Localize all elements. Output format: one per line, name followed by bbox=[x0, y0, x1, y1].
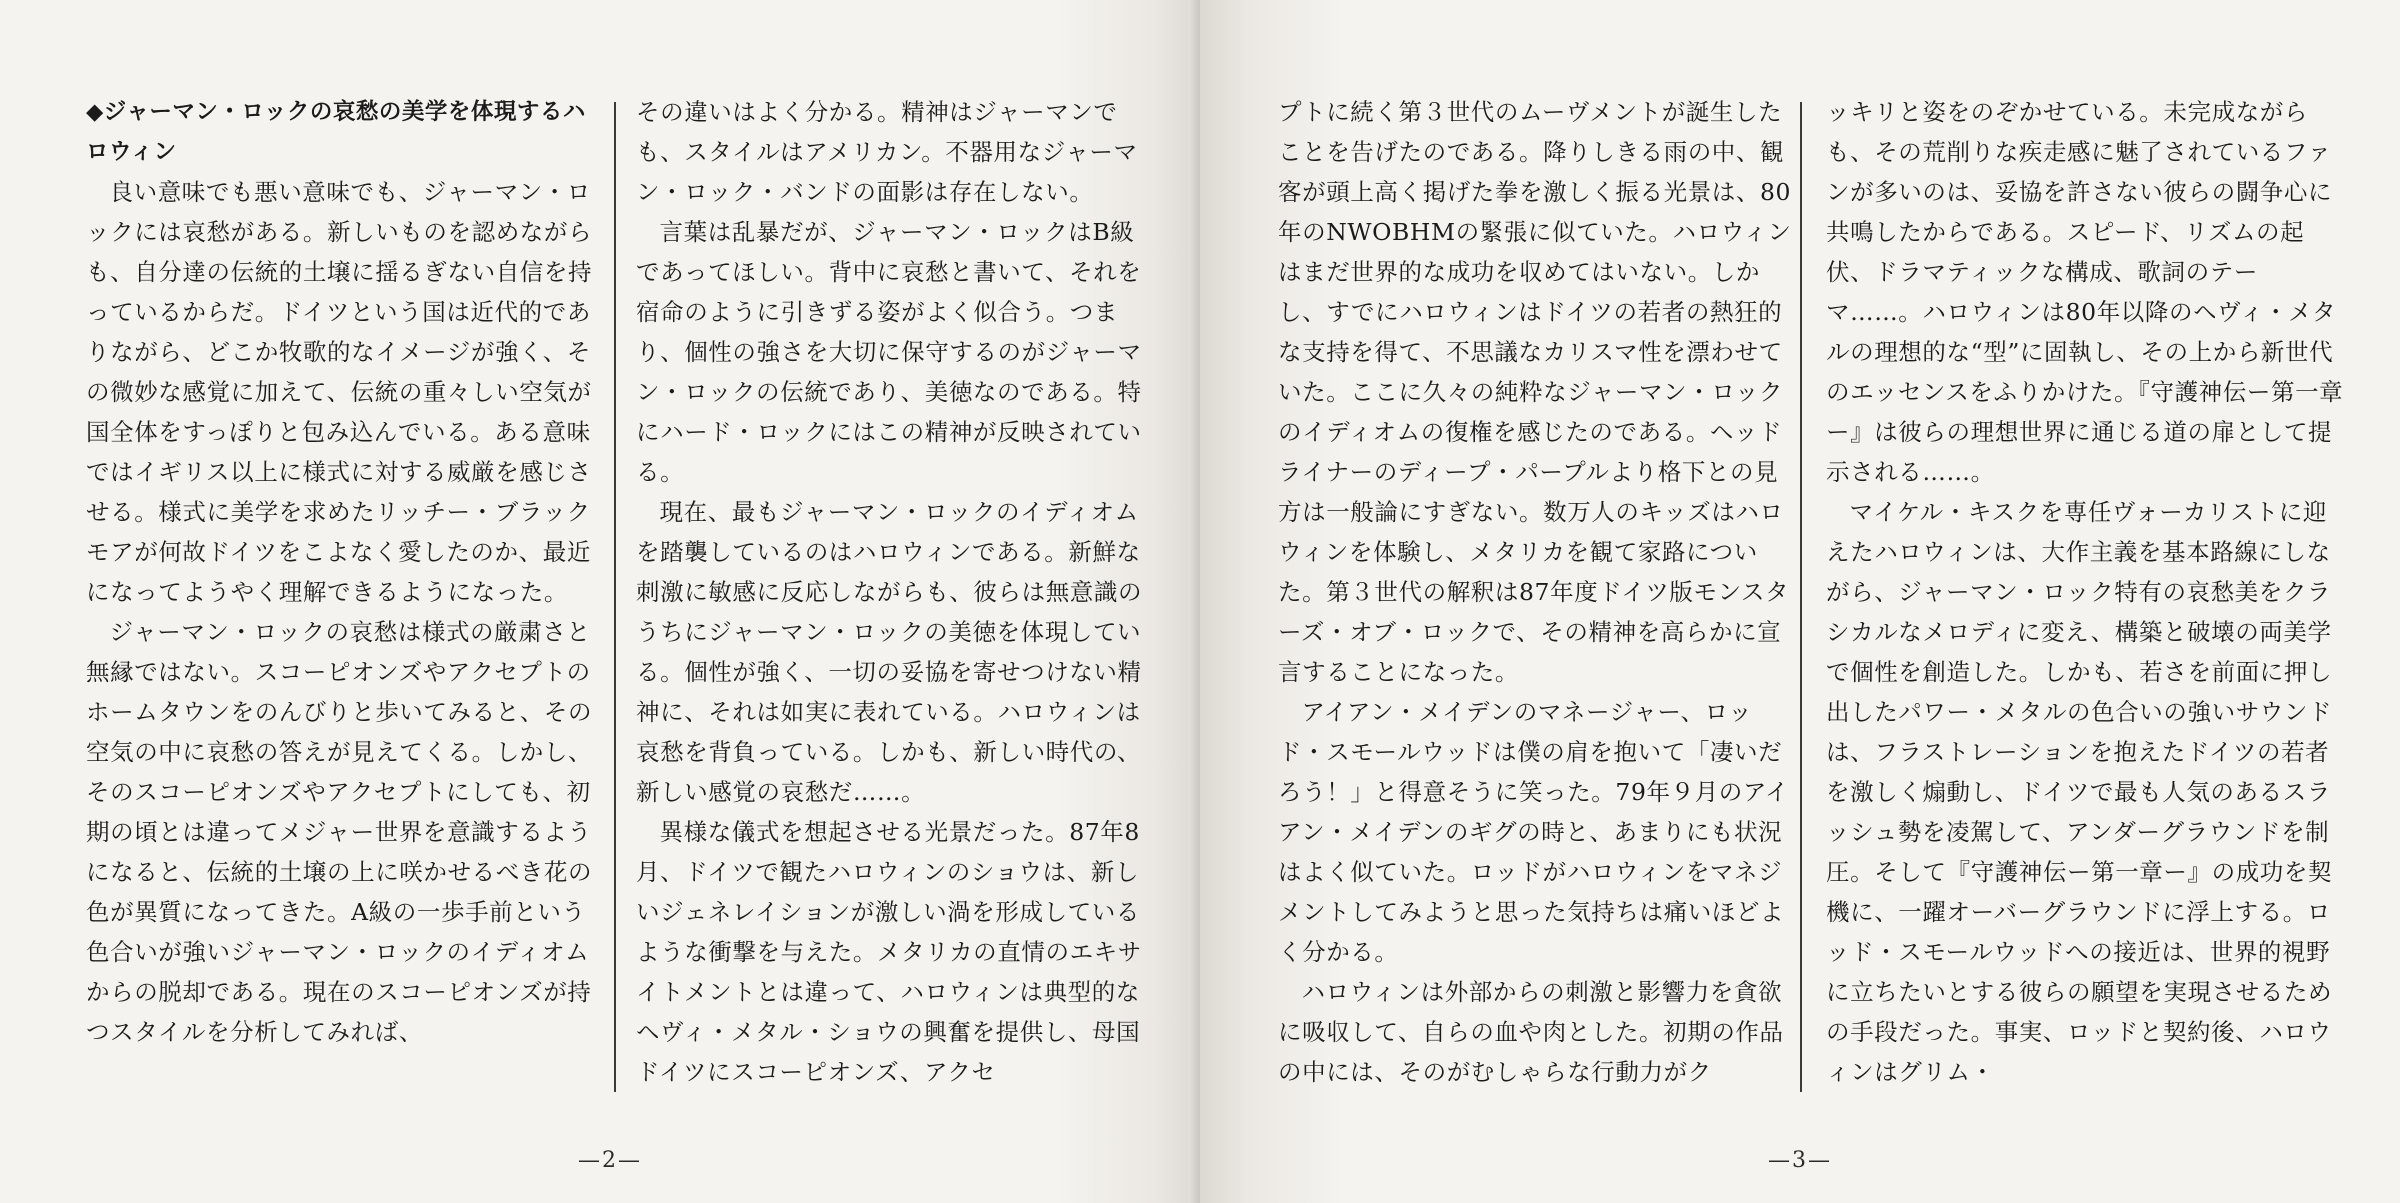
section-heading: ◆ジャーマン・ロックの哀愁の美学を体現するハロウィン bbox=[86, 99, 586, 165]
paragraph: ハロウィンは外部からの刺激と影響力を貪欲に吸収して、自らの血や肉とした。初期の作品の中には、そのがむしゃらな行動力がク bbox=[1278, 978, 1784, 1086]
paragraph: ジャーマン・ロックの哀愁は様式の厳粛さと無縁ではない。スコーピオンズやアクセプトのホームタウンをのんびりと歩いてみると、その空気の中に哀愁の答えが見えてくる。しかし、そのスコーピオンズやアクセプトにしても、初期の頃とは違ってメジャー世界を意識するようになると、伝統的土壌の上に咲かせるべき花の色が異質になってきた。A級の一歩手前という色合いが強いジャーマン・ロックのイディオムからの脱却である。現在のスコーピオンズが持つスタイルを分析してみれば、 bbox=[86, 618, 593, 1046]
page-number: —3— bbox=[1768, 1148, 1832, 1173]
paragraph: その違いはよく分かる。精神はジャーマンでも、スタイルはアメリカン。不器用なジャーマン・ロック・バンドの面影は存在しない。 bbox=[636, 98, 1138, 206]
paragraph: 現在、最もジャーマン・ロックのイディオムを踏襲しているのはハロウィンである。新鮮な刺激に敏感に反応しながらも、彼らは無意識のうちにジャーマン・ロックの美徳を体現している。個性が強く、一切の妥協を寄せつけない精神に、それは如実に表れている。ハロウィンは哀愁を背負っている。しかも、新しい時代の、新しい感覚の哀愁だ……。 bbox=[636, 498, 1143, 806]
paragraph: プトに続く第３世代のムーヴメントが誕生したことを告げたのである。降りしきる雨の中、観客が頭上高く掲げた拳を激しく振る光景は、80年のNWOBHMの緊張に似ていた。ハロウィンはまだ世界的な成功を収めてはいない。しかし、すでにハロウィンはドイツの若者の熱狂的な支持を得て、不思議なカリスマ性を漂わせていた。ここに久々の純粋なジャーマン・ロックのイディオムの復権を感じたのである。ヘッドライナーのディープ・パープルより格下との見方は一般論にすぎない。数万人のキッズはハロウィンを体験し、メタリカを観て家路についた。第３世代の解釈は87年度ドイツ版モンスターズ・オブ・ロックで、その精神を高らかに宣言することになった。 bbox=[1278, 98, 1792, 686]
left-column-1 bbox=[86, 92, 606, 1052]
paragraph: マイケル・キスクを専任ヴォーカリストに迎えたハロウィンは、大作主義を基本路線にしながら、ジャーマン・ロック特有の哀愁美をクラシカルなメロディに変え、構築と破壊の両美学で個性を創造した。しかも、若さを前面に押し出したパワー・メタルの色合いの強いサウンドは、フラストレーションを抱えたドイツの若者を激しく煽動し、ドイツで最も人気のあるスラッシュ勢を凌駕して、アンダーグラウンドを制圧。そして『守護神伝ー第一章ー』の成功を契機に、一躍オーバーグラウンドに浮上する。ロッド・スモールウッドへの接近は、世界的視野に立ちたいとする彼らの願望を実現させるための手段だった。事実、ロッドと契約後、ハロウィンはグリム・ bbox=[1826, 498, 2333, 1086]
left-column-2 bbox=[636, 92, 1156, 1092]
paragraph: 言葉は乱暴だが、ジャーマン・ロックはB級であってほしい。背中に哀愁と書いて、それを宿命のように引きずる姿がよく似合う。つまり、個性の強さを大切に保守するのがジャーマン・ロックの伝統であり、美徳なのである。特にハード・ロックにはこの精神が反映されている。 bbox=[636, 218, 1142, 486]
paragraph: 異様な儀式を想起させる光景だった。87年8月、ドイツで観たハロウィンのショウは、新しいジェネレイションが激しい渦を形成しているような衝撃を与えた。メタリカの直情のエキサイトメントとは違って、ハロウィンは典型的なヘヴィ・メタル・ショウの興奮を提供し、母国ドイツにスコーピオンズ、アクセ bbox=[636, 818, 1142, 1086]
right-column-2 bbox=[1826, 92, 2346, 1092]
paragraph: アイアン・メイデンのマネージャー、ロッド・スモールウッドは僕の肩を抱いて「凄いだろう！」と得意そうに笑った。79年９月のアイアン・メイデンのギグの時と、あまりにも状況はよく似ていた。ロッドがハロウィンをマネジメントしてみようと思った気持ちは痛いほどよく分かる。 bbox=[1278, 698, 1789, 966]
paragraph: ッキリと姿をのぞかせている。未完成ながらも、その荒削りな疾走感に魅了されているファンが多いのは、妥協を許さない彼らの闘争心に共鳴したからである。スピード、リズムの起伏、ドラマティックな構成、歌詞のテーマ……。ハロウィンは80年以降のヘヴィ・メタルの理想的な“型”に固執し、その上から新世代のエッセンスをふりかけた。『守護神伝ー第一章ー』は彼らの理想世界に通じる道の扉として提示される……。 bbox=[1826, 98, 2344, 486]
column-divider bbox=[1800, 102, 1802, 1092]
right-column-1 bbox=[1278, 92, 1798, 1092]
paragraph: 良い意味でも悪い意味でも、ジャーマン・ロックには哀愁がある。新しいものを認めながらも、自分達の伝統的土壌に揺るぎない自信を持っているからだ。ドイツという国は近代的でありながら、どこか牧歌的なイメージが強く、その微妙な感覚に加えて、伝統の重々しい空気が国全体をすっぽりと包み込んでいる。ある意味ではイギリス以上に様式に対する威厳を感じさせる。様式に美学を求めたリッチー・ブラックモアが何故ドイツをこよなく愛したのか、最近になってようやく理解できるようになった。 bbox=[86, 178, 593, 606]
column-divider bbox=[614, 102, 616, 1092]
page-number: —2— bbox=[578, 1148, 642, 1173]
right-page bbox=[1200, 0, 2400, 1203]
